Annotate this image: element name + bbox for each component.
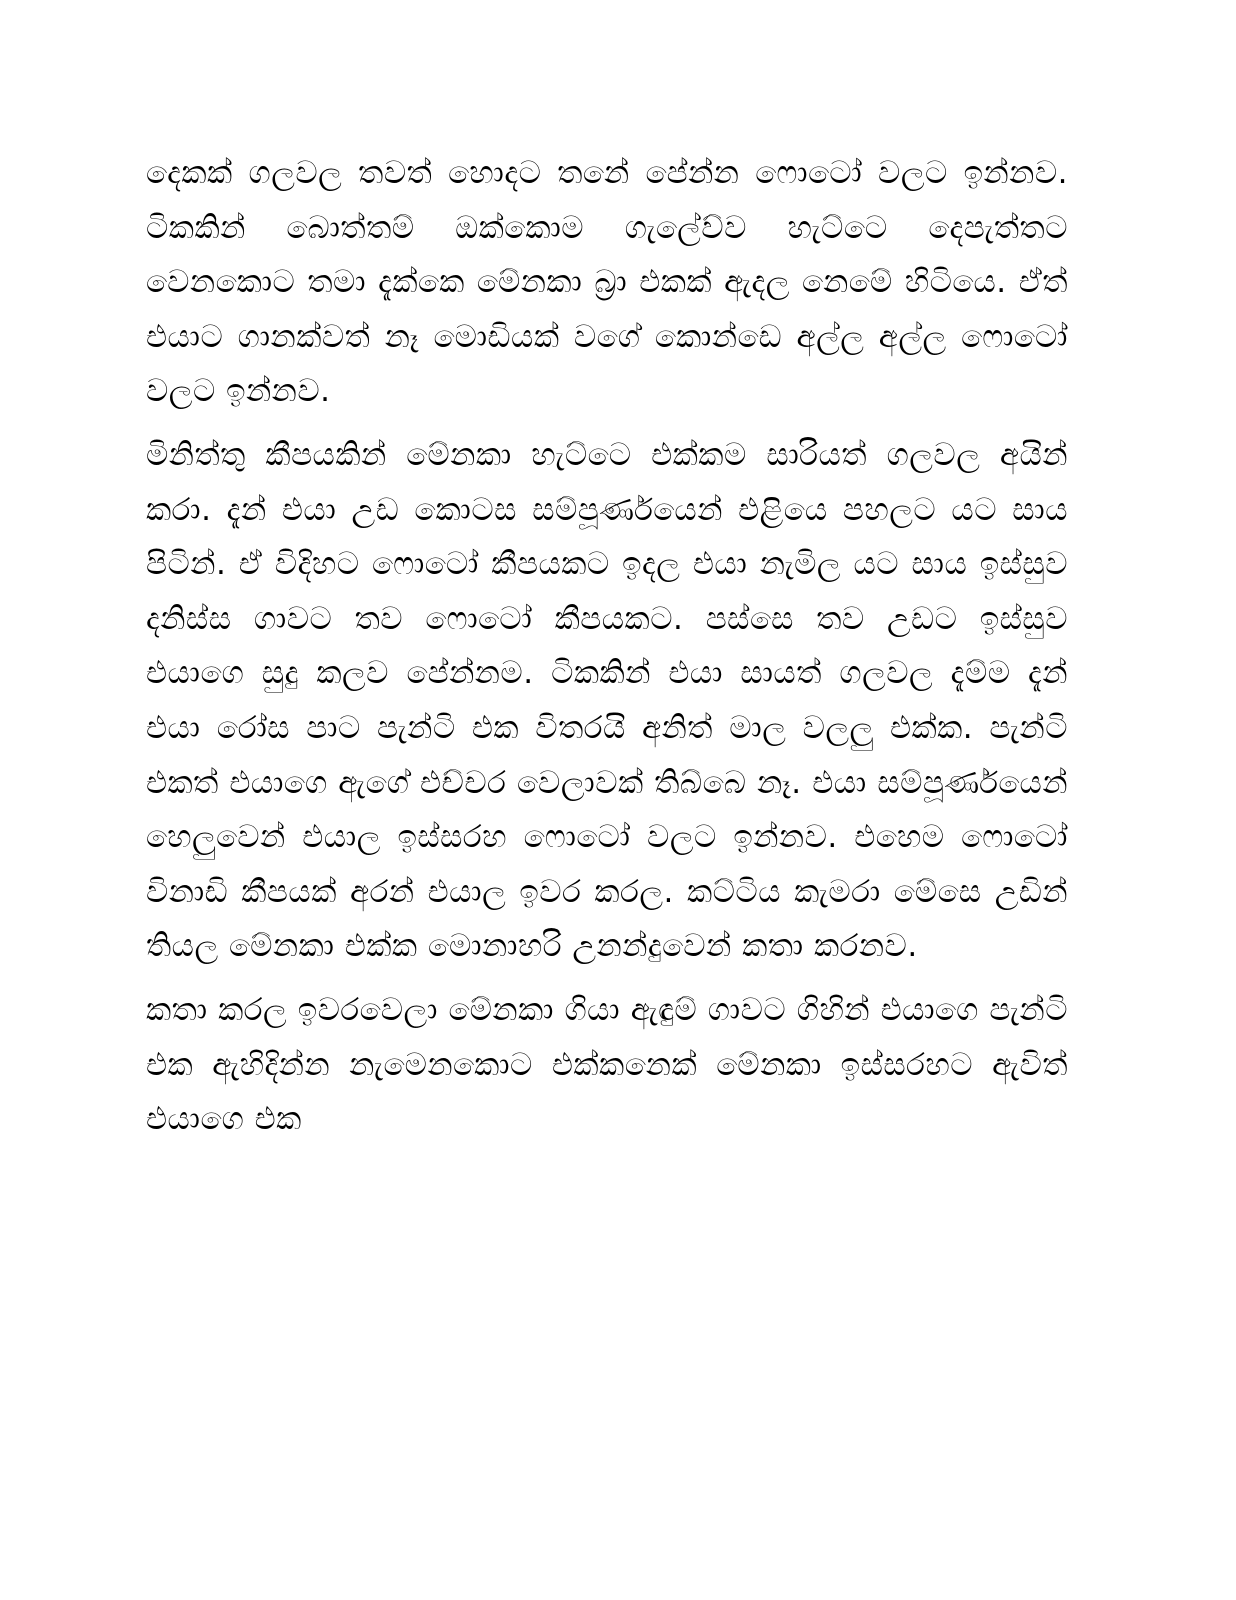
paragraph-3: කතා කරල ඉවරවෙලා මේනකා ගියා ඇඳුම් ගාවට ගිහින් එයාගෙ පැන්ටි එක ඇහිදින්න නැමෙනකොට එක්කනෙක් මේනකා ඉස්සරහට ඇවිත් එයාගෙ එක [146, 991, 1068, 1138]
body-text [146, 146, 1068, 1156]
paragraph-2: මිනිත්තු කීපයකින් මේනකා හැට්ටෙ එක්කම සාරියත් ගලවල අයින් කරා. දැන් එයා උඩ කොටස සම්පූර්ණයෙන් එළියෙ පහලට යට සාය පිටින්. ඒ විදිහට ෆොටෝ කීපයකට ඉදල එයා නැමිල යට සාය ඉස්සුව දනිස්ස ගාවට තව ෆොටෝ කීපයකට. පස්සෙ තව උඩට ඉස්සුව එයාගෙ සුදු කලව පේන්නම. ටිකකින් එයා සායත් ගලවල දැම්ම දැන් එයා රෝස පාට පැන්ටි එක විතරයි අනිත් මාල වලලු එක්ක. පැන්ටි එකත් එයාගෙ ඇගේ එච්චර වෙලාවක් තිබ්බෙ නෑ. එයා සම්පූර්ණයෙන් හෙලුවෙන් එයාල ඉස්සරහ ෆොටෝ වලට ඉන්නව. එහෙම ෆොටෝ විනාඩි කීපයක් අරන් එයාල ඉවර කරල. කට්ටිය කැමරා මේසෙ උඩින් තියල මේනකා එක්ක මොනාහරි උනන්දුවෙන් කතා කරනව. [146, 436, 1068, 965]
paragraph-1: දෙකක් ගලවල තවත් හොදට තනේ පේන්න ෆොටෝ වලට ඉන්නව. ටිකකින් බොත්තම් ඔක්කොම ගැලේව්ව හැට්ටෙ දෙපැත්තට වෙනකොට තමා දැක්කෙ මේනකා බ්‍රා එකක් ඇදල නෙමේ හිටියෙ. ඒත් එයාට ගානක්වත් නෑ මොඩියක් වගේ කොන්ඩෙ අල්ල අල්ල ෆොටෝ වලට ඉන්නව. [146, 155, 1068, 410]
